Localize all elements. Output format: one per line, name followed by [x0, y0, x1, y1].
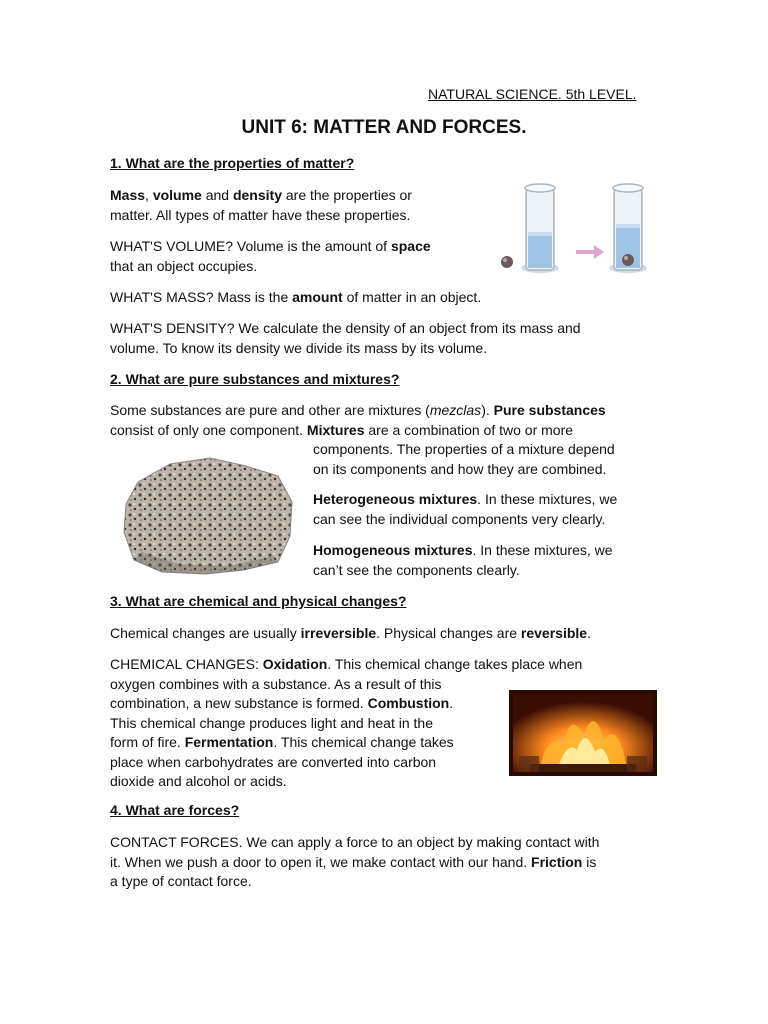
granite-rock-image — [118, 452, 300, 580]
arrow-right-icon — [576, 245, 604, 259]
mixture-description: components. The properties of a mixture depend on its components and how they are combined. — [313, 441, 615, 477]
term-oxidation: Oxidation — [262, 656, 328, 672]
chemical-changes-paragraph: CHEMICAL CHANGES: Oxidation. This chemical change takes place when oxygen combines with a substance. As a result of this combination, a new substance is formed. Combustion. This chemical change produces light and heat in the form of fire. Fermentation. This chemical change takes place when carbohydrates are converted into carbon dioxide and alcohol or acids. — [110, 656, 583, 789]
page-header: NATURAL SCIENCE. 5th LEVEL. — [428, 86, 637, 102]
term-density: density — [232, 187, 282, 203]
term-irreversible: irreversible — [300, 625, 377, 641]
section-1-heading: 1. What are the properties of matter? — [110, 155, 355, 171]
term-friction: Friction — [531, 853, 583, 870]
section-1-paragraph-1: Mass, volume and density are the properties or matter. All types of matter have these properties. — [110, 187, 412, 223]
term-reversible: reversible — [520, 625, 588, 641]
homogeneous-mixtures: Homogeneous mixtures. In these mixtures, we can’t see the components clearly. — [313, 542, 613, 578]
graduated-cylinders-image — [496, 180, 656, 276]
page-title: UNIT 6: MATTER AND FORCES. — [241, 117, 527, 138]
heterogeneous-mixtures: Heterogeneous mixtures. In these mixtures, we can see the individual components very clearly. — [313, 491, 618, 527]
term-volume: volume — [152, 187, 202, 203]
section-2-heading: 2. What are pure substances and mixtures? — [110, 371, 400, 387]
contact-forces-paragraph: CONTACT FORCES. We can apply a force to an object by making contact with it. When we push a door to open it, we make contact with our hand. Friction is a type of contact force. — [110, 834, 600, 889]
term-homogeneous: Homogeneous mixtures — [313, 542, 473, 558]
section-3-heading: 3. What are chemical and physical changes? — [110, 593, 407, 609]
term-mass: Mass — [110, 187, 146, 203]
fireplace-fire-image — [509, 690, 657, 776]
section-2-intro: Some substances are pure and other are mixtures (mezclas). Pure substances consist of only one component. Mixtures are a combination of two or more — [110, 402, 606, 438]
density-definition: WHAT'S DENSITY? We calculate the density of an object from its mass and volume. To know its density we divide its mass by its volume. — [110, 320, 581, 356]
section-3-intro: Chemical changes are usually irreversible. Physical changes are reversible. — [110, 625, 591, 641]
term-amount: amount — [292, 289, 343, 305]
term-pure-substances: Pure substances — [493, 402, 606, 418]
term-space: space — [390, 238, 431, 254]
term-fermentation: Fermentation — [184, 734, 274, 750]
ball-icon — [501, 256, 513, 268]
section-4-heading: 4. What are forces? — [110, 802, 240, 818]
term-mixtures: Mixtures — [306, 421, 365, 438]
volume-definition: WHAT'S VOLUME? Volume is the amount of space that an object occupies. — [110, 238, 431, 274]
term-combustion: Combustion — [367, 695, 450, 711]
mass-definition: WHAT'S MASS? Mass is the amount of matter in an object. — [110, 289, 482, 305]
term-heterogeneous: Heterogeneous mixtures — [313, 491, 478, 507]
